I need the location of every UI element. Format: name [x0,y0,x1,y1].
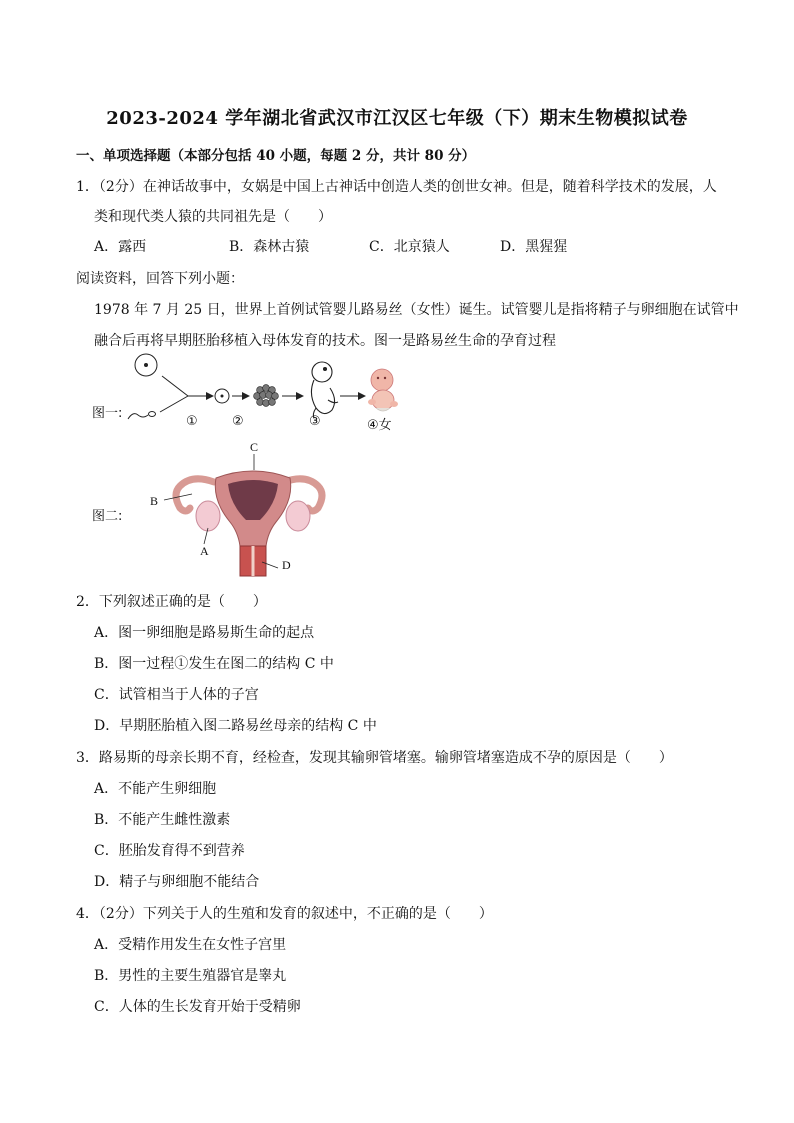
q1-option-c[interactable]: C．北京猿人 [369,239,450,255]
q1-stem-line1: 1．（2分）在神话故事中，女娲是中国上古神话中创造人类的创世女神。但是，随着科学技术的发展，人 [76,179,717,195]
reading-intro: 阅读资料，回答下列小题： [76,271,244,287]
q4-stem: 4．（2分）下列关于人的生殖和发育的叙述中，不正确的是（ ） [76,906,493,922]
figure1-step-1: ① [186,414,198,429]
exam-title: 2023-2024 学年湖北省武汉市江汉区七年级（下）期末生物模拟试卷 [106,108,688,129]
figure1-step-2: ② [232,414,244,429]
q1-option-a[interactable]: A．露西 [94,239,147,255]
figure2-label-b: B [150,494,159,508]
figure1-step-4: ④女 [367,418,392,433]
q4-option-c[interactable]: C．人体的生长发育开始于受精卵 [94,999,301,1015]
figure1-step-3: ③ [309,414,321,429]
ovary-left [196,501,220,531]
figure1-label: 图一: [92,406,123,421]
q2-option-c[interactable]: C．试管相当于人体的子宫 [94,687,259,703]
q4-option-b[interactable]: B．男性的主要生殖器官是睾丸 [94,968,287,984]
embryo-icon [311,362,338,418]
q2-stem: 2．下列叙述正确的是（ ） [76,594,267,610]
q2-option-d[interactable]: D．早期胚胎植入图二路易丝母亲的结构 C 中 [94,718,377,734]
figure2-label-a: A [200,544,209,558]
sperm-icon [128,412,156,420]
ovary-right [286,501,310,531]
q1-stem-line2: 类和现代类人猿的共同祖先是（ ） [94,209,332,225]
baby-icon [368,369,398,411]
figure2-label-c: C [250,440,259,454]
figure2-label-d: D [282,558,291,572]
passage-line1: 1978 年 7 月 25 日，世界上首例试管婴儿路易丝（女性）诞生。试管婴儿是指将精子与卵细胞在试管中 [94,302,739,318]
q1-option-d[interactable]: D．黑猩猩 [500,239,568,255]
q3-option-b[interactable]: B．不能产生雌性激素 [94,812,231,828]
q4-option-a[interactable]: A．受精作用发生在女性子宫里 [94,937,287,953]
figure2-reproductive-system [166,450,346,580]
passage-line2: 融合后再将早期胚胎移植入母体发育的技术。图一是路易丝生命的孕育过程 [94,333,556,349]
q1-option-b[interactable]: B．森林古猿 [229,239,310,255]
q2-option-b[interactable]: B．图一过程①发生在图二的结构 C 中 [94,656,334,672]
morula-icon [254,385,279,407]
figure2-label: 图二: [92,509,123,524]
q3-option-a[interactable]: A．不能产生卵细胞 [94,781,217,797]
q3-option-c[interactable]: C．胚胎发育得不到营养 [94,843,245,859]
q2-option-a[interactable]: A．图一卵细胞是路易斯生命的起点 [94,625,315,641]
q3-option-d[interactable]: D．精子与卵细胞不能结合 [94,874,260,890]
q3-stem: 3．路易斯的母亲长期不育，经检查，发现其输卵管堵塞。输卵管堵塞造成不孕的原因是（ ） [76,750,673,766]
section-heading: 一、单项选择题（本部分包括 40 小题，每题 2 分，共计 80 分） [76,148,476,164]
